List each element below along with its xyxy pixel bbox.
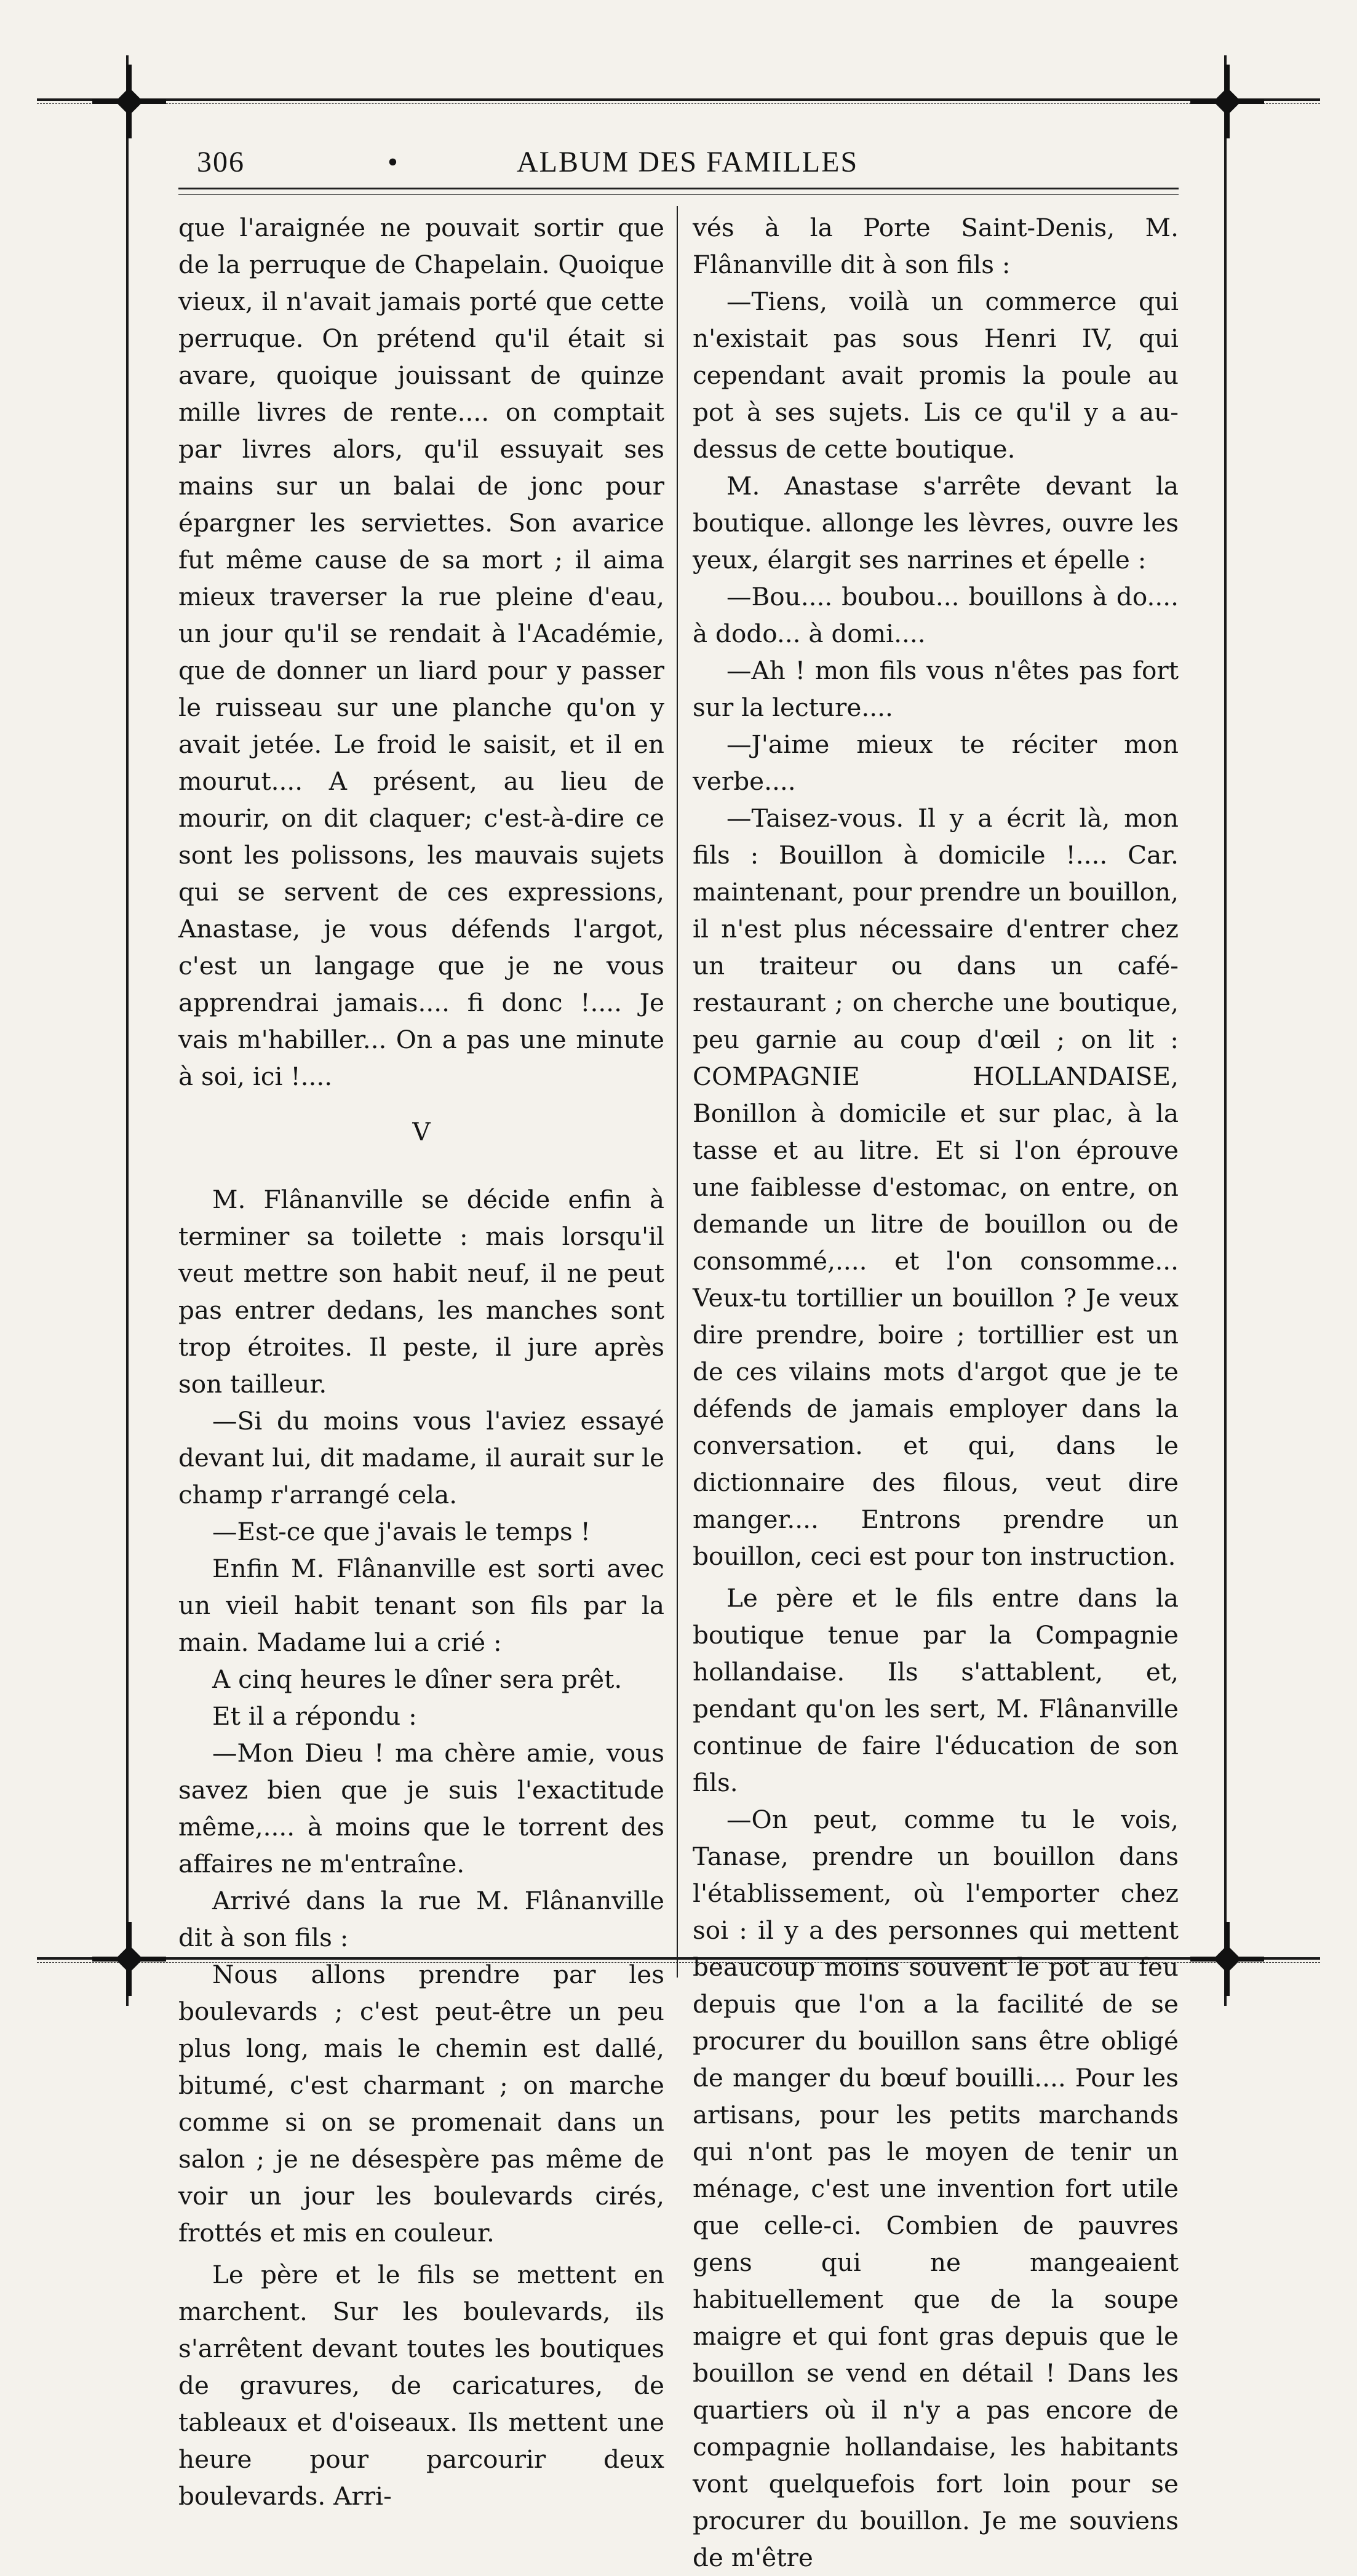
running-head bbox=[197, 145, 1160, 182]
right-column bbox=[693, 209, 1179, 2576]
header-rule-thin bbox=[178, 194, 1179, 195]
paragraph: —Est-ce que j'avais le temps ! bbox=[212, 1517, 591, 1546]
column-separator bbox=[677, 206, 678, 1978]
ornament-corner-top-left bbox=[92, 65, 166, 138]
section-heading: V bbox=[412, 1117, 431, 1147]
paragraph: vés à la Porte Saint-Denis, M. Flânanville dit à son fils : bbox=[693, 213, 1179, 279]
frame-right-rule bbox=[1224, 55, 1232, 2006]
frame-top-rule bbox=[37, 98, 1320, 103]
bullet-ornament: • bbox=[388, 146, 399, 178]
paragraph: M. Anastase s'arrête devant la boutique. allonge les lèvres, ouvre les yeux, élargit ses narrines et épelle : bbox=[693, 471, 1179, 574]
paragraph: —Ah ! mon fils vous n'êtes pas fort sur la lecture.... bbox=[693, 656, 1179, 722]
paragraph: —Taisez-vous. Il y a écrit là, mon fils : Bouillon à domicile !.... Car. maintenant, pour prendre un bouillon, il n'est plus nécessaire d'entrer chez un traiteur ou dans un café-restaurant ; on cherche une boutique, peu garnie au coup d'œil ; on lit : COMPAGNIE HOLLANDAISE, Bonillon à domicile et sur plac, à la tasse et au litre. Et si l'on éprouve une faiblesse d'estomac, on entre, on demande un litre de bouillon ou de consommé,.... et l'on consomme... Veux-tu tortillier un bouillon ? Je veux dire prendre, boire ; tortillier est un de ces vilains mots d'argot que je te défends de jamais employer dans la conversation. et qui, dans le dictionnaire des filous, veut dire manger.... Entrons prendre un bouillon, ceci est pour ton instruction. bbox=[693, 803, 1179, 1571]
paragraph: —J'aime mieux te réciter mon verbe.... bbox=[693, 729, 1179, 796]
ornament-corner-top-right bbox=[1190, 65, 1264, 138]
paragraph: que l'araignée ne pouvait sortir que de la perruque de Chapelain. Quoique vieux, il n'avait jamais porté que cette perruque. On prétend qu'il était si avare, quoique jouissant de quinze mille livres de rente.... on comptait par livres alors, qu'il essuyait ses mains sur un balai de jonc pour épargner les serviettes. Son avarice fut même cause de sa mort ; il aima mieux traverser la rue pleine d'eau, un jour qu'il se rendait à l'Académie, que de donner un liard pour y passer le ruisseau sur une planche qu'on y avait jetée. Le froid le saisit, et il en mourut.... A présent, au lieu de mourir, on dit claquer; c'est-à-dire ce sont les polissons, les mauvais sujets qui se servent de ces expressions, Anastase, je vous défends l'argot, c'est un langage que je ne vous apprendrai jamais.... fi donc !.... Je vais m'habiller... On a pas une minute à soi, ici !.... bbox=[178, 213, 664, 1091]
header-rule bbox=[178, 188, 1179, 189]
paragraph: —Bou.... boubou... bouillons à do.... à dodo... à domi.... bbox=[693, 582, 1179, 648]
paragraph: A cinq heures le dîner sera prêt. bbox=[212, 1664, 623, 1694]
frame-left-rule bbox=[126, 55, 133, 2006]
paragraph: Le père et le fils se mettent en marchent. Sur les boulevards, ils s'arrêtent devant toutes les boutiques de gravures, de caricatures, de tableaux et d'oiseaux. Ils mettent une heure pour parcourir deux boulevards. Arri- bbox=[178, 2260, 664, 2511]
paragraph: Et il a répondu : bbox=[212, 1701, 417, 1731]
paragraph: —Si du moins vous l'aviez essayé devant lui, dit madame, il aurait sur le champ r'arrangé cela. bbox=[178, 1406, 664, 1509]
page-number: 306 bbox=[197, 146, 245, 178]
paragraph: —Tiens, voilà un commerce qui n'existait pas sous Henri IV, qui cependant avait promis la poule au pot à ses sujets. Lis ce qu'il y a au-dessus de cette boutique. bbox=[693, 287, 1179, 464]
ornament-corner-bottom-right bbox=[1190, 1922, 1264, 1996]
paragraph: Arrivé dans la rue M. Flânanville dit à son fils : bbox=[178, 1886, 664, 1952]
paragraph: —On peut, comme tu le vois, Tanase, prendre un bouillon dans l'établissement, où l'emporter chez soi : il y a des personnes qui mettent beaucoup moins souvent le pot au feu depuis que l'on a la facilité de se procurer du bouillon sans être obligé de manger du bœuf bouilli.... Pour les artisans, pour les petits marchands qui n'ont pas le moyen de tenir un ménage, c'est une invention fort utile que celle-ci. Combien de pauvres gens qui ne mangeaient habituellement que de la soupe maigre et qui font gras depuis que le bouillon se vend en détail ! Dans les quartiers où il n'y a pas encore de compagnie hollandaise, les habitants vont quelquefois fort loin pour se procurer du bouillon. Je me souviens de m'être bbox=[693, 1805, 1179, 2572]
paragraph: —Mon Dieu ! ma chère amie, vous savez bien que je suis l'exactitude même,.... à moins que le torrent des affaires ne m'entraîne. bbox=[178, 1738, 664, 1878]
left-column bbox=[178, 209, 664, 2514]
paragraph: M. Flânanville se décide enfin à terminer sa toilette : mais lorsqu'il veut mettre son habit neuf, il ne peut pas entrer dedans, les manches sont trop étroites. Il peste, il jure après son tailleur. bbox=[178, 1185, 664, 1399]
paragraph: Enfin M. Flânanville est sorti avec un vieil habit tenant son fils par la main. Madame lui a crié : bbox=[178, 1554, 664, 1657]
ornament-corner-bottom-left bbox=[92, 1922, 166, 1996]
page-title: ALBUM DES FAMILLES bbox=[517, 146, 859, 178]
paragraph: Nous allons prendre par les boulevards ; c'est peut-être un peu plus long, mais le chemin est dallé, bitumé, c'est charmant ; on marche comme si on se promenait dans un salon ; je ne désespère pas même de voir un jour les boulevards cirés, frottés et mis en couleur. bbox=[178, 1960, 664, 2248]
paragraph: Le père et le fils entre dans la boutique tenue par la Compagnie hollandaise. Ils s'attablent, et, pendant qu'on les sert, M. Flânanville continue de faire l'éducation de son fils. bbox=[693, 1583, 1179, 1797]
